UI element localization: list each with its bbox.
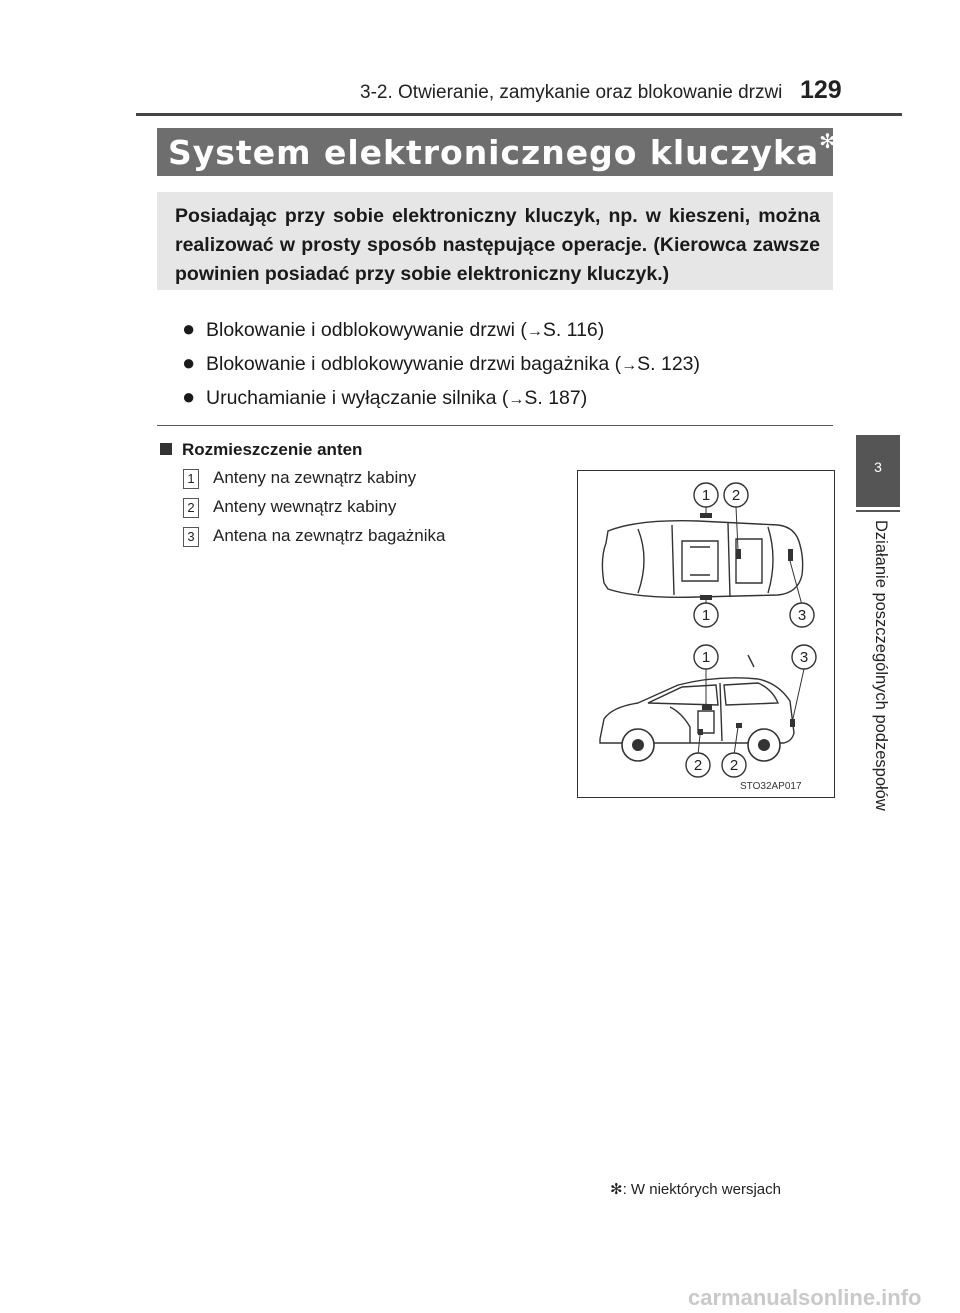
item-number: 1 [183, 469, 199, 489]
antenna-item [183, 526, 446, 547]
callout-label: 1 [701, 649, 711, 666]
bullet-item [182, 350, 700, 376]
car-illustration [578, 471, 834, 797]
bullet-item [182, 316, 604, 342]
arrow-right-icon: → [508, 391, 525, 408]
item-label: Anteny na zewnątrz kabiny [213, 468, 417, 487]
section-heading [160, 440, 362, 460]
bullet-icon: ● [182, 384, 196, 409]
bullet-item [182, 384, 587, 410]
footnote-text: : W niektórych wersjach [622, 1181, 781, 1198]
chapter-tab[interactable] [856, 435, 900, 507]
bullet-icon: ● [182, 316, 196, 341]
callout-label: 1 [701, 607, 711, 624]
callout-label: 3 [799, 649, 809, 666]
footnote [610, 1180, 781, 1198]
page-reference[interactable]: S. 187) [524, 387, 588, 409]
callout-label: 2 [729, 757, 739, 774]
antenna-item [183, 497, 396, 518]
section-divider [157, 425, 833, 426]
callout-label: 2 [731, 487, 741, 504]
page-reference[interactable]: S. 116) [542, 319, 605, 341]
page-number: 129 [800, 76, 842, 104]
arrow-right-icon: → [621, 357, 638, 374]
callout-label: 2 [693, 757, 703, 774]
item-label: Anteny wewnątrz kabiny [213, 497, 397, 516]
header-divider [136, 113, 902, 116]
chapter-tab-divider [856, 510, 900, 512]
item-number: 2 [183, 498, 199, 518]
callout-label: 3 [797, 607, 807, 624]
item-label: Antena na zewnątrz bagażnika [213, 526, 446, 545]
footnote-asterisk-icon: ✻ [610, 1181, 623, 1198]
title-asterisk-icon: ✻ [819, 129, 837, 153]
bullet-icon: ● [182, 350, 196, 375]
running-header: 3-2. Otwieranie, zamykanie oraz blokowanie drzwi [360, 82, 783, 103]
figure-code: STO32AP017 [740, 781, 802, 792]
antenna-diagram [577, 470, 835, 798]
page-reference[interactable]: S. 123) [637, 353, 701, 375]
intro-text: Posiadając przy sobie elektroniczny kluczyk, np. w kieszeni, można realizować w prosty sposób następujące operacje. (Kierowca zawsze powinien posiadać przy sobie elektroniczny kluczyk.) [175, 205, 820, 285]
page-title [168, 129, 837, 172]
watermark: carmanualsonline.info [688, 1285, 922, 1310]
item-number: 3 [183, 527, 199, 547]
page-title-text: System elektronicznego kluczyka [168, 133, 820, 172]
callout-label: 1 [701, 487, 711, 504]
square-bullet-icon [160, 443, 172, 455]
arrow-right-icon: → [526, 323, 543, 340]
section-heading-text: Rozmieszczenie anten [182, 440, 363, 459]
chapter-label: Działanie poszczególnych podzespołów [872, 520, 890, 811]
antenna-item [183, 468, 416, 489]
bullet-text: Uruchamianie i wyłączanie silnika ( [206, 387, 509, 409]
bullet-text: Blokowanie i odblokowywanie drzwi bagażnika ( [206, 353, 622, 375]
chapter-number: 3 [874, 459, 882, 475]
bullet-text: Blokowanie i odblokowywanie drzwi ( [206, 319, 527, 341]
